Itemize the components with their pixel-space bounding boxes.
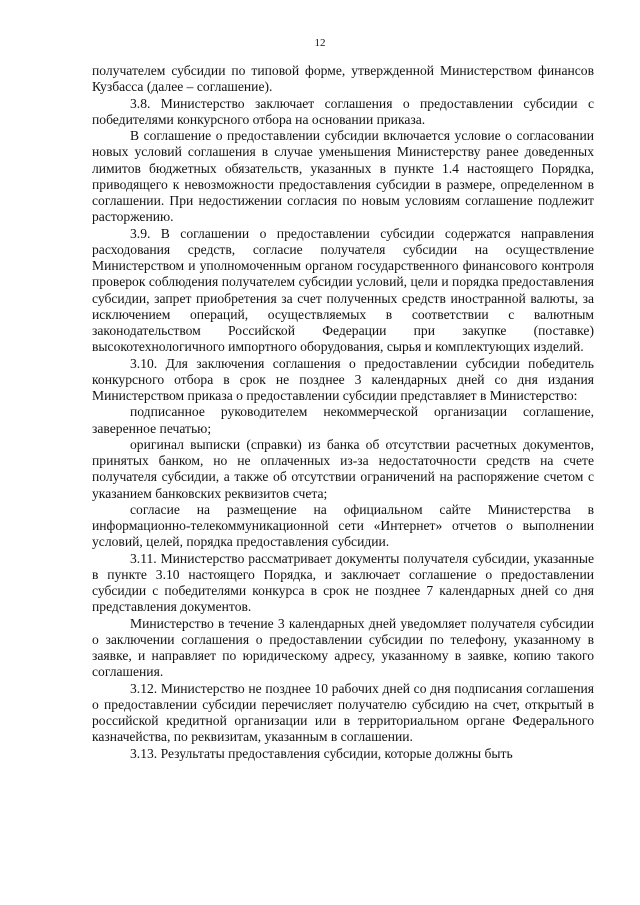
paragraph: 3.11. Министерство рассматривает документы получателя субсидии, указанные в пункте 3.10 настоящего Порядка, и заключает соглашение о предоставлении субсидии с победителями конкурса в срок не позднее 7 календарных дней со дня представления документов. [92,550,594,615]
paragraph: 3.13. Результаты предоставления субсидии, которые должны быть [130,745,513,761]
paragraph: 3.9. В соглашении о предоставлении субсидии содержатся направления расходования средств, согласие получателя субсидии на осуществление Министерством и уполномоченным органом государственного финансового контроля проверок соблюдения получателем субсидии условий, цели и порядка предоставления субсидии, запрет приобретения за счет полученных средств иностранной валюты, за исключением операций, осуществляемых в соответствии с валютным законодательством Российской Федерации при закупке (поставке) высокотехнологичного импортного оборудования, сырья и комплектующих изделий. [92,225,594,355]
paragraph: согласие на размещение на официальном сайте Министерства в информационно-телекоммуникационной сети «Интернет» отчетов о выполнении условий, целей, порядка предоставления субсидии. [92,501,594,550]
paragraph: 3.12. Министерство не позднее 10 рабочих дней со дня подписания соглашения о предоставлении субсидии перечисляет получателю субсидию на счет, открытый в российской кредитной организации или в территориальном органе Федерального казначейства, по реквизитам, указанным в соглашении. [92,680,594,745]
paragraph: Министерство в течение 3 календарных дней уведомляет получателя субсидии о заключении соглашения о предоставлении субсидии по телефону, указанному в заявке, и направляет по юридическому адресу, указанному в заявке, копию такого соглашения. [92,615,594,680]
paragraph: 3.8. Министерство заключает соглашения о предоставлении субсидии с победителями конкурсного отбора на основании приказа. [92,95,594,127]
paragraph: 3.10. Для заключения соглашения о предоставлении субсидии победитель конкурсного отбора в срок не позднее 3 календарных дней со дня издания Министерством приказа о предоставлении субсидии представляет в Министерство: [92,355,594,403]
paragraph: оригинал выписки (справки) из банка об отсутствии расчетных документов, принятых банком, но не оплаченных из-за недостаточности средств на счете получателя субсидии, а также об отсутствии ограничений на распоряжение счетом с указанием банковских реквизитов счета; [92,436,594,501]
document-body [92,63,594,762]
page-number: 12 [314,37,326,49]
paragraph: подписанное руководителем некоммерческой организации соглашение, заверенное печатью; [92,404,594,436]
paragraph: получателем субсидии по типовой форме, утвержденной Министерством финансов Кузбасса (далее – соглашение). [92,63,594,95]
paragraph: В соглашение о предоставлении субсидии включается условие о согласовании новых условий соглашения в случае уменьшения Министерству ранее доведенных лимитов бюджетных обязательств, указанных в пункте 1.4 настоящего Порядка, приводящего к невозможности предоставления субсидии в размере, определенном в соглашении. При недостижении согласия по новым условиям соглашение подлежит расторжению. [92,128,594,225]
